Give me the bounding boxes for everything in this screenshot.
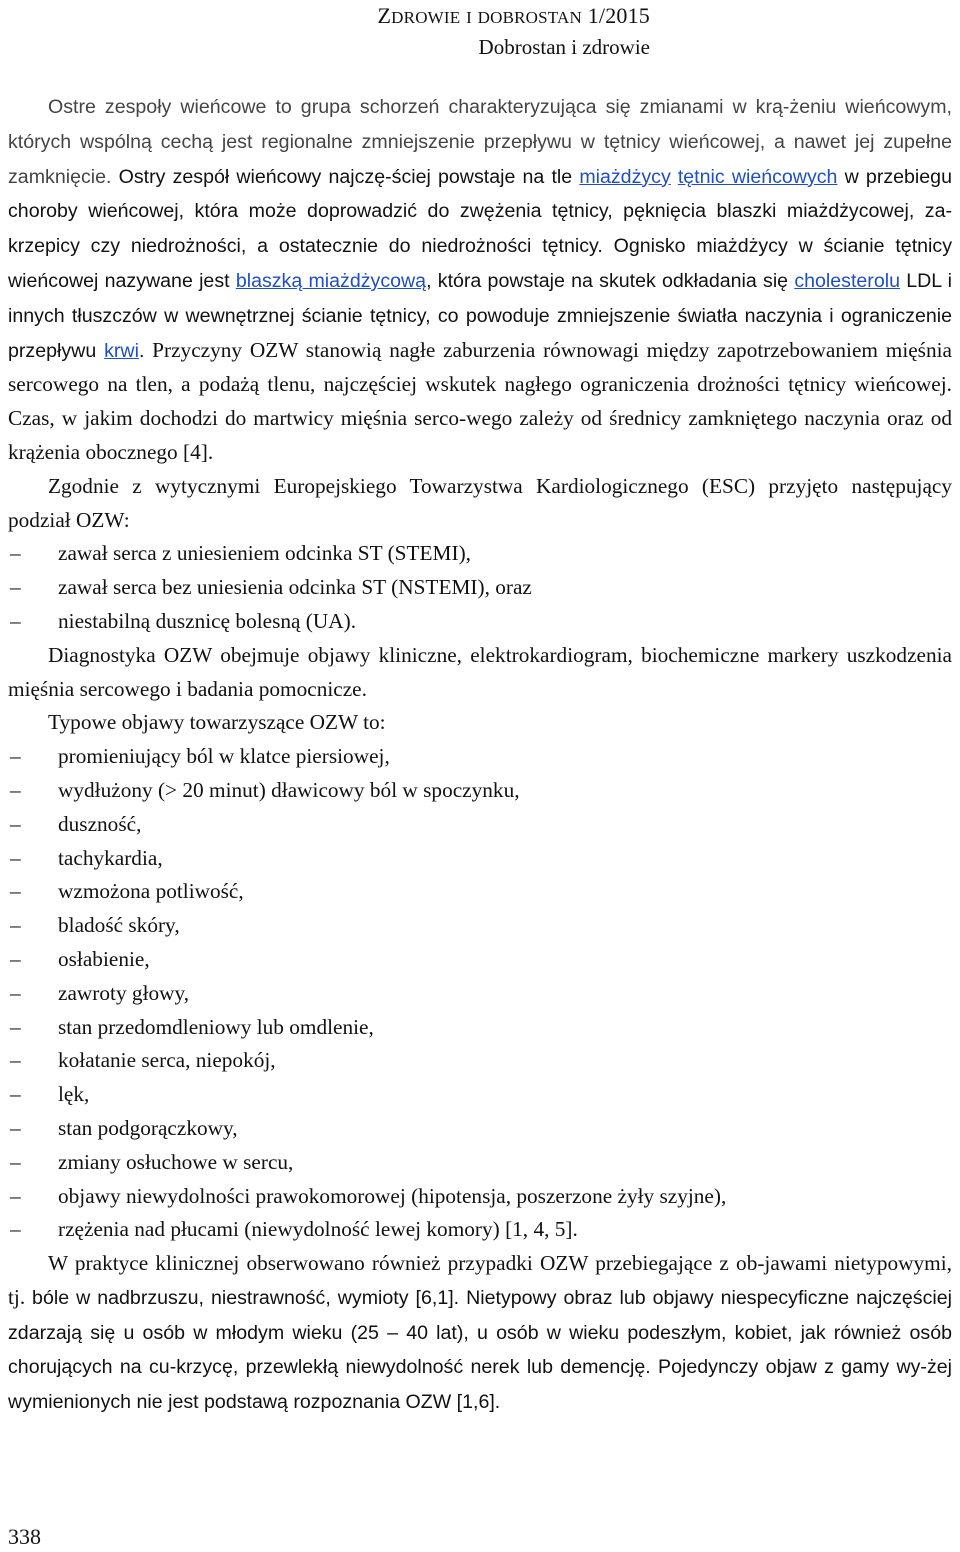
list-item-text: zmiany osłuchowe w sercu, — [58, 1149, 294, 1174]
list-item — [8, 909, 952, 943]
list-item-text: stan przedomdleniowy lub omdlenie, — [58, 1014, 374, 1039]
list-item — [8, 740, 952, 774]
dash-bullet: – — [10, 811, 21, 836]
journal-word-2: DOBROSTAN — [477, 8, 582, 27]
list-item-text: tachykardia, — [58, 845, 163, 870]
list-item-text: osłabienie, — [58, 946, 150, 971]
link-miazdzycy[interactable]: miażdżycy — [579, 165, 671, 188]
list-item — [8, 943, 952, 977]
list-item-text: lęk, — [58, 1082, 90, 1107]
dash-bullet: – — [10, 1149, 21, 1174]
journal-issue: 1/2015 — [587, 3, 650, 28]
text-segment: Przyczyny OZW stanowią nagłe zaburzenia równowagi między zapotrzebowaniem mięśnia sercowego na tlen, a podażą tlenu, najczęściej wskutek nagłego ograniczenia drożności tętnicy wieńcowej. Czas, w jakim dochodzi do martwicy mięśnia serco-wego zależy od średnicy zamkniętego naczynia oraz od krążenia obocznego [4]. — [8, 337, 952, 464]
dash-bullet: – — [10, 541, 21, 566]
section-title: Dobrostan i zdrowie — [478, 35, 650, 59]
list-item — [8, 875, 952, 909]
list-item-text: zawał serca z uniesieniem odcinka ST (STEMI), — [58, 541, 471, 566]
text-segment: Ostry zespół wieńcowy najczę-ściej powstaje na tle — [118, 165, 580, 188]
paragraph-atypical — [8, 1247, 952, 1420]
dash-bullet: – — [10, 946, 21, 971]
list-item — [8, 1112, 952, 1146]
article-body — [8, 90, 952, 1420]
dash-bullet: – — [10, 1082, 21, 1107]
list-item — [8, 842, 952, 876]
list-item-text: promieniujący ból w klatce piersiowej, — [58, 744, 390, 769]
link-krwi[interactable]: krwi — [104, 339, 139, 362]
dash-bullet: – — [10, 1217, 21, 1242]
list-item — [8, 1078, 952, 1112]
paragraph-diagnostics: Diagnostyka OZW obejmuje objawy kliniczne, elektrokardiogram, biochemiczne markery uszkodzenia mięśnia sercowego i badania pomocnicze. — [8, 642, 952, 701]
list-item-text: duszność, — [58, 811, 142, 836]
list-item-text: zawał serca bez uniesienia odcinka ST (NSTEMI), oraz — [58, 575, 532, 600]
list-item — [8, 808, 952, 842]
link-tetnic-wiencowych[interactable]: tętnic wieńcowych — [677, 165, 838, 188]
journal-title — [378, 2, 650, 32]
paragraph-classification: Zgodnie z wytycznymi Europejskiego Towarzystwa Kardiologicznego (ESC) przyjęto następujący podział OZW: — [8, 473, 952, 532]
page-number: 338 — [8, 1524, 41, 1549]
dash-bullet: – — [10, 1183, 21, 1208]
list-item-text: rzężenia nad płucami (niewydolność lewej komory) [1, 4, 5]. — [58, 1217, 578, 1242]
list-item — [8, 774, 952, 808]
text-space — [671, 164, 678, 188]
list-item-text: zawroty głowy, — [58, 980, 190, 1005]
dash-bullet: – — [10, 777, 21, 802]
dash-bullet: – — [10, 1048, 21, 1073]
link-cholesterolu[interactable]: cholesterolu — [794, 269, 900, 292]
intro-sentence: Ostre zespoły wieńcowe to grupa schorzeń charakteryzująca się zmianami w krą-żeniu wieńcowym, których wspólną cechą jest regionalne zmniejszenie przepływu w tętnicy wieńcowej, a nawet jej zupełne zamknięcie. — [8, 96, 952, 188]
list-item — [8, 1213, 952, 1247]
text-segment: , która powstaje na skutek odkładania się — [426, 269, 795, 292]
list-item-text: kołatanie serca, niepokój, — [58, 1048, 276, 1073]
dash-bullet: – — [10, 744, 21, 769]
link-blaszka-miazdzycowa[interactable]: blaszką miażdżycową — [235, 269, 427, 292]
text-segment: w przebiegu choroby wieńcowej, która może doprowadzić do zwężenia tętnicy, pęknięcia blaszki miażdżycowej, za-krzepicy czy niedrożności, a ostatecznie do niedrożności tętnicy. Ognisko miażdżycy w ścianie tętnicy wieńcowej nazywane jest — [8, 165, 952, 292]
list-item — [8, 537, 952, 571]
dash-bullet: – — [10, 1014, 21, 1039]
dash-bullet: – — [10, 608, 21, 633]
list-item — [8, 1180, 952, 1214]
list-item-text: wydłużony (> 20 minut) dławicowy ból w spoczynku, — [58, 777, 520, 802]
journal-word-1: DROWIE — [391, 8, 461, 27]
dash-bullet: – — [10, 980, 21, 1005]
running-header — [378, 0, 650, 62]
text-segment: . — [138, 339, 145, 362]
dash-bullet: – — [10, 1115, 21, 1140]
classification-list — [8, 537, 952, 638]
dash-bullet: – — [10, 879, 21, 904]
dash-bullet: – — [10, 575, 21, 600]
text-segment: LDL i innych tłuszczów w wewnętrznej ścianie tętnicy, co powoduje zmniejszenie światła naczynia i ograniczenie przepływu — [8, 269, 953, 362]
list-item — [8, 571, 952, 605]
symptoms-list — [8, 740, 952, 1247]
list-item-text: wzmożona potliwość, — [58, 879, 244, 904]
list-item-text: bladość skóry, — [58, 913, 180, 938]
paragraph-symptoms-intro: Typowe objawy towarzyszące OZW to: — [48, 710, 386, 735]
text-segment: W praktyce klinicznej obserwowano również przypadki OZW przebiegające z ob-jawami nietypowymi, tj. — [8, 1251, 952, 1309]
list-item-text: objawy niewydolności prawokomorowej (hipotensja, poszerzone żyły szyjne), — [58, 1183, 727, 1208]
text-segment: bóle w nadbrzuszu, niestrawność, wymioty [6,1]. Nietypowy obraz lub objawy niespecyficzne najczęściej zdarzają się u osób w młodym wieku (25 – 40 lat), u osób w wieku podeszłym, kobiet, jak również osób chorujących na cu-krzycę, przewlekłą niewydolność nerek lub demencję. Pojedynczy objaw z gamy wy-żej wymienionych nie jest podstawą rozpoznania OZW [1,6]. — [8, 1286, 953, 1414]
journal-initial: Z — [377, 3, 392, 28]
dash-bullet: – — [10, 913, 21, 938]
list-item — [8, 605, 952, 639]
list-item — [8, 1044, 952, 1078]
journal-conjunction: I — [466, 8, 472, 27]
list-item — [8, 977, 952, 1011]
list-item-text: stan podgorączkowy, — [58, 1115, 238, 1140]
paragraph-intro — [8, 90, 952, 470]
list-item — [8, 1146, 952, 1180]
list-item-text: niestabilną dusznicę bolesną (UA). — [58, 608, 357, 633]
list-item — [8, 1011, 952, 1045]
dash-bullet: – — [10, 845, 21, 870]
